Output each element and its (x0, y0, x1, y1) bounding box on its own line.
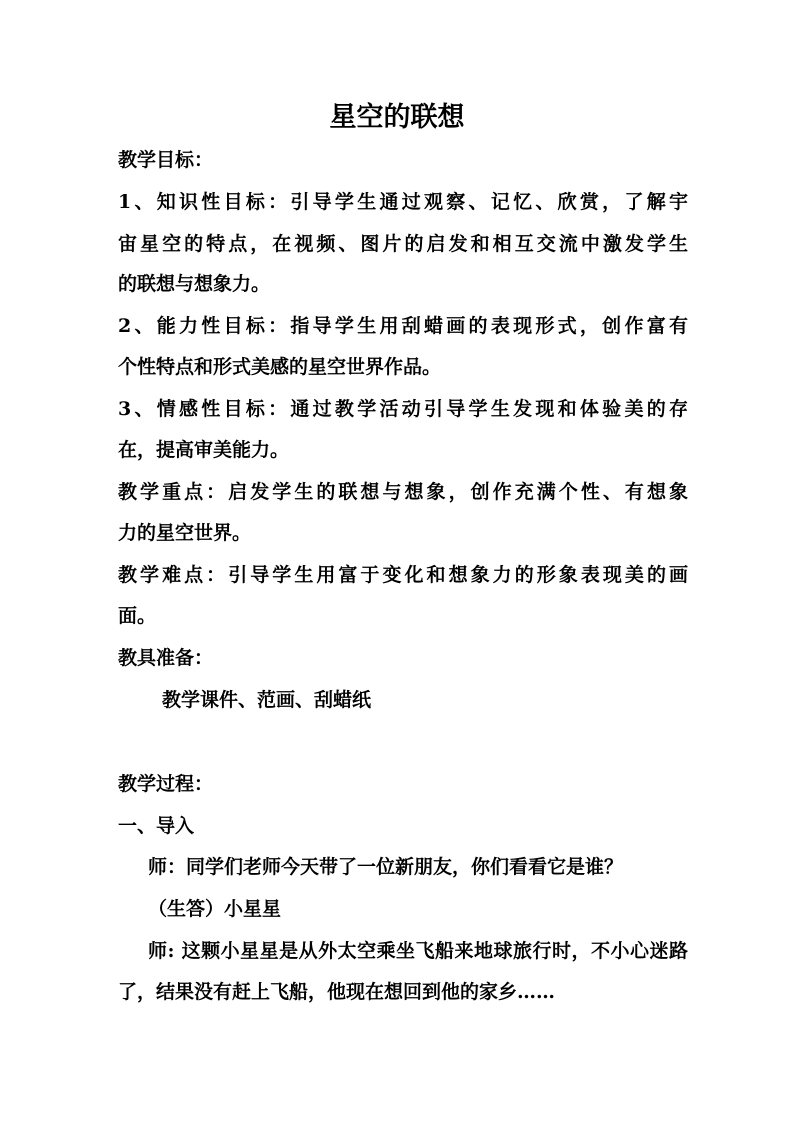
paragraph-line: 力的星空世界。 (118, 522, 252, 544)
paragraph-line: （生答）小星星 (148, 898, 282, 920)
paragraph-line: 个性特点和形式美感的星空世界作品。 (118, 356, 442, 378)
heading-teaching-objectives: 教学目标： (118, 149, 214, 171)
paragraph-line: 面。 (118, 605, 157, 627)
paragraph-line: 教学难点：引导学生用富于变化和想象力的形象表现美的画 (118, 564, 688, 586)
paragraph-line: 2、能力性目标：指导学生用刮蜡画的表现形式，创作富有 (118, 315, 688, 337)
paragraph-line: 1、知识性目标：引导学生通过观察、记忆、欣赏，了解宇 (118, 191, 688, 213)
paragraph-line: 教学重点：启发学生的联想与想象，创作充满个性、有想象 (118, 481, 688, 503)
teaching-aids-list: 教学课件、范画、刮蜡纸 (162, 689, 372, 711)
paragraph-line: 3、情感性目标：通过教学活动引导学生发现和体验美的存 (118, 398, 688, 420)
document-title: 星空的联想 (329, 102, 465, 133)
paragraph-line: 师：同学们老师今天带了一位新朋友，你们看看它是谁？ (148, 856, 624, 878)
paragraph-line: 宙星空的特点，在视频、图片的启发和相互交流中激发学生 (118, 233, 688, 255)
paragraph-line: 的联想与想象力。 (118, 273, 271, 295)
paragraph-line: 了，结果没有赶上飞船，他现在想回到他的家乡…… (118, 981, 556, 1003)
paragraph-line: 在，提高审美能力。 (118, 439, 290, 461)
section-heading-intro: 一、导入 (118, 815, 195, 837)
heading-teaching-aids: 教具准备： (118, 647, 214, 669)
paragraph-line: 师: 这颗小星星是从外太空乘坐飞船来地球旅行时，不小心迷路 (148, 940, 688, 962)
heading-teaching-process: 教学过程： (118, 773, 214, 795)
